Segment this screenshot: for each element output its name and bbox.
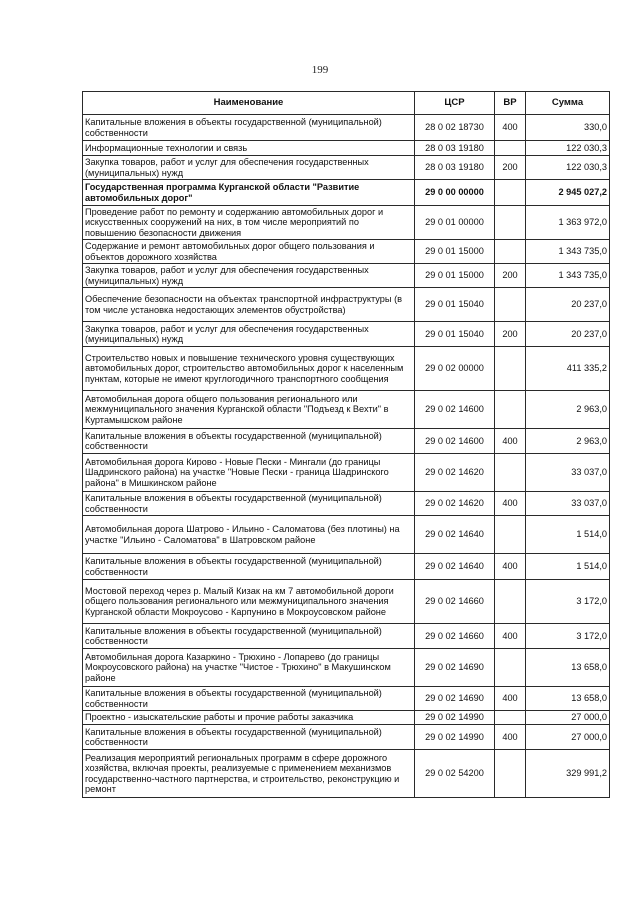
row-vr-cell: 200 (495, 322, 526, 347)
table-row (83, 141, 610, 156)
table-row (83, 516, 610, 554)
header-sum: Сумма (526, 92, 610, 115)
row-vr-cell: 200 (495, 264, 526, 288)
row-vr-cell: 400 (495, 624, 526, 649)
row-vr-cell (495, 240, 526, 264)
row-csr-cell: 29 0 02 00000 (415, 347, 495, 391)
row-csr-cell: 29 0 02 14660 (415, 580, 495, 624)
row-sum-cell: 330,0 (526, 115, 610, 141)
row-name-cell: Проектно - изыскательские работы и прочие работы заказчика (83, 711, 415, 725)
row-name-cell: Капитальные вложения в объекты государственной (муниципальной) собственности (83, 725, 415, 750)
row-csr-cell: 29 0 01 15040 (415, 322, 495, 347)
row-vr-cell: 400 (495, 429, 526, 454)
row-name-cell: Капитальные вложения в объекты государственной (муниципальной) собственности (83, 492, 415, 516)
row-name-cell: Обеспечение безопасности на объектах транспортной инфраструктуры (в том числе установка недостающих элементов обустройства) (83, 288, 415, 322)
row-vr-cell (495, 454, 526, 492)
row-sum-cell: 329 991,2 (526, 750, 610, 798)
row-name-cell: Информационные технологии и связь (83, 141, 415, 156)
row-sum-cell: 1 343 735,0 (526, 240, 610, 264)
row-csr-cell: 29 0 02 54200 (415, 750, 495, 798)
row-csr-cell: 28 0 02 18730 (415, 115, 495, 141)
row-csr-cell: 29 0 02 14660 (415, 624, 495, 649)
row-name-cell: Мостовой переход через р. Малый Кизак на км 7 автомобильной дороги общего пользования регионального или межмуниципального значения Курганской области Мокроусово - Карпунино в Мокроусовском районе (83, 580, 415, 624)
row-sum-cell: 33 037,0 (526, 454, 610, 492)
row-sum-cell: 411 335,2 (526, 347, 610, 391)
table-row (83, 725, 610, 750)
row-name-cell: Закупка товаров, работ и услуг для обеспечения государственных (муниципальных) нужд (83, 156, 415, 180)
row-csr-cell: 29 0 02 14640 (415, 516, 495, 554)
row-name-cell: Капитальные вложения в объекты государственной (муниципальной) собственности (83, 624, 415, 649)
budget-table (82, 91, 610, 798)
row-sum-cell: 1 514,0 (526, 516, 610, 554)
row-csr-cell: 29 0 02 14990 (415, 711, 495, 725)
row-vr-cell: 400 (495, 115, 526, 141)
table-row (83, 554, 610, 580)
table-row (83, 115, 610, 141)
table-row (83, 750, 610, 798)
row-vr-cell: 200 (495, 156, 526, 180)
row-sum-cell: 33 037,0 (526, 492, 610, 516)
row-vr-cell (495, 180, 526, 206)
row-sum-cell: 2 963,0 (526, 429, 610, 454)
row-name-cell: Закупка товаров, работ и услуг для обеспечения государственных (муниципальных) нужд (83, 264, 415, 288)
row-csr-cell: 29 0 02 14620 (415, 454, 495, 492)
row-name-cell: Закупка товаров, работ и услуг для обеспечения государственных (муниципальных) нужд (83, 322, 415, 347)
row-csr-cell: 28 0 03 19180 (415, 141, 495, 156)
row-sum-cell: 1 514,0 (526, 554, 610, 580)
table-row (83, 687, 610, 711)
row-name-cell: Капитальные вложения в объекты государственной (муниципальной) собственности (83, 115, 415, 141)
row-name-cell: Автомобильная дорога Казаркино - Трюхино - Лопарево (до границы Мокроусовского района) на участке "Чистое - Трюхино" в Макушинском районе (83, 649, 415, 687)
row-sum-cell: 3 172,0 (526, 580, 610, 624)
table-row (83, 322, 610, 347)
row-csr-cell: 29 0 02 14690 (415, 649, 495, 687)
row-vr-cell (495, 347, 526, 391)
row-sum-cell: 3 172,0 (526, 624, 610, 649)
row-vr-cell (495, 649, 526, 687)
table-row (83, 454, 610, 492)
row-csr-cell: 29 0 02 14690 (415, 687, 495, 711)
row-name-cell: Автомобильная дорога Кирово - Новые Пески - Мингали (до границы Шадринского района) на участке "Новые Пески - граница Шадринского района" в Мишкинском районе (83, 454, 415, 492)
table-row (83, 240, 610, 264)
row-vr-cell (495, 516, 526, 554)
row-vr-cell: 400 (495, 725, 526, 750)
row-vr-cell: 400 (495, 554, 526, 580)
table-row (83, 580, 610, 624)
row-name-cell: Строительство новых и повышение технического уровня существующих автомобильных дорог, строительство автомобильных дорог к населенным пунктам, которые не имеют круглогодичного транспортного сообщения (83, 347, 415, 391)
page-number: 199 (311, 64, 329, 76)
table-row (83, 649, 610, 687)
table-row (83, 492, 610, 516)
table-row (83, 288, 610, 322)
row-name-cell: Капитальные вложения в объекты государственной (муниципальной) собственности (83, 554, 415, 580)
row-csr-cell: 29 0 00 00000 (415, 180, 495, 206)
header-csr: ЦСР (415, 92, 495, 115)
row-csr-cell: 29 0 02 14600 (415, 429, 495, 454)
row-name-cell: Автомобильная дорога общего пользования регионального или межмуниципального значения Курганской области "Подъезд к Вехти" в Куртамышском районе (83, 391, 415, 429)
row-name-cell: Капитальные вложения в объекты государственной (муниципальной) собственности (83, 687, 415, 711)
row-name-cell: Государственная программа Курганской области "Развитие автомобильных дорог" (83, 180, 415, 206)
table-row (83, 264, 610, 288)
row-sum-cell: 13 658,0 (526, 687, 610, 711)
row-csr-cell: 29 0 01 15000 (415, 240, 495, 264)
row-csr-cell: 29 0 02 14640 (415, 554, 495, 580)
row-vr-cell (495, 750, 526, 798)
table-header-row (83, 92, 610, 115)
table-row (83, 206, 610, 240)
header-name: Наименование (83, 92, 415, 115)
header-vr: ВР (495, 92, 526, 115)
row-sum-cell: 27 000,0 (526, 711, 610, 725)
table-row (83, 711, 610, 725)
row-vr-cell (495, 141, 526, 156)
row-csr-cell: 29 0 02 14620 (415, 492, 495, 516)
row-sum-cell: 2 945 027,2 (526, 180, 610, 206)
row-csr-cell: 29 0 02 14600 (415, 391, 495, 429)
row-vr-cell: 400 (495, 492, 526, 516)
row-csr-cell: 28 0 03 19180 (415, 156, 495, 180)
row-vr-cell: 400 (495, 687, 526, 711)
table-body (83, 115, 610, 798)
row-vr-cell (495, 391, 526, 429)
row-name-cell: Содержание и ремонт автомобильных дорог общего пользования и объектов дорожного хозяйства (83, 240, 415, 264)
row-sum-cell: 2 963,0 (526, 391, 610, 429)
row-sum-cell: 20 237,0 (526, 288, 610, 322)
row-sum-cell: 122 030,3 (526, 156, 610, 180)
row-name-cell: Реализация мероприятий региональных программ в сфере дорожного хозяйства, включая проекты, реализуемые с применением механизмов государственно-частного партнерства, и строительство, реконструкцию и ремонт (83, 750, 415, 798)
row-vr-cell (495, 580, 526, 624)
row-name-cell: Проведение работ по ремонту и содержанию автомобильных дорог и искусственных сооружений на них, в том числе мероприятий по повышению безопасности движения (83, 206, 415, 240)
table-row (83, 391, 610, 429)
row-vr-cell (495, 288, 526, 322)
row-sum-cell: 13 658,0 (526, 649, 610, 687)
table-row (83, 429, 610, 454)
table-row (83, 156, 610, 180)
row-name-cell: Автомобильная дорога Шатрово - Ильино - Саломатова (без плотины) на участке "Ильино - Саломатова" в Шатровском районе (83, 516, 415, 554)
row-csr-cell: 29 0 02 14990 (415, 725, 495, 750)
table-row (83, 180, 610, 206)
row-sum-cell: 20 237,0 (526, 322, 610, 347)
row-name-cell: Капитальные вложения в объекты государственной (муниципальной) собственности (83, 429, 415, 454)
row-sum-cell: 122 030,3 (526, 141, 610, 156)
row-sum-cell: 27 000,0 (526, 725, 610, 750)
table-row (83, 347, 610, 391)
table-row (83, 624, 610, 649)
row-csr-cell: 29 0 01 00000 (415, 206, 495, 240)
row-csr-cell: 29 0 01 15000 (415, 264, 495, 288)
row-sum-cell: 1 343 735,0 (526, 264, 610, 288)
row-vr-cell (495, 711, 526, 725)
row-sum-cell: 1 363 972,0 (526, 206, 610, 240)
row-csr-cell: 29 0 01 15040 (415, 288, 495, 322)
row-vr-cell (495, 206, 526, 240)
